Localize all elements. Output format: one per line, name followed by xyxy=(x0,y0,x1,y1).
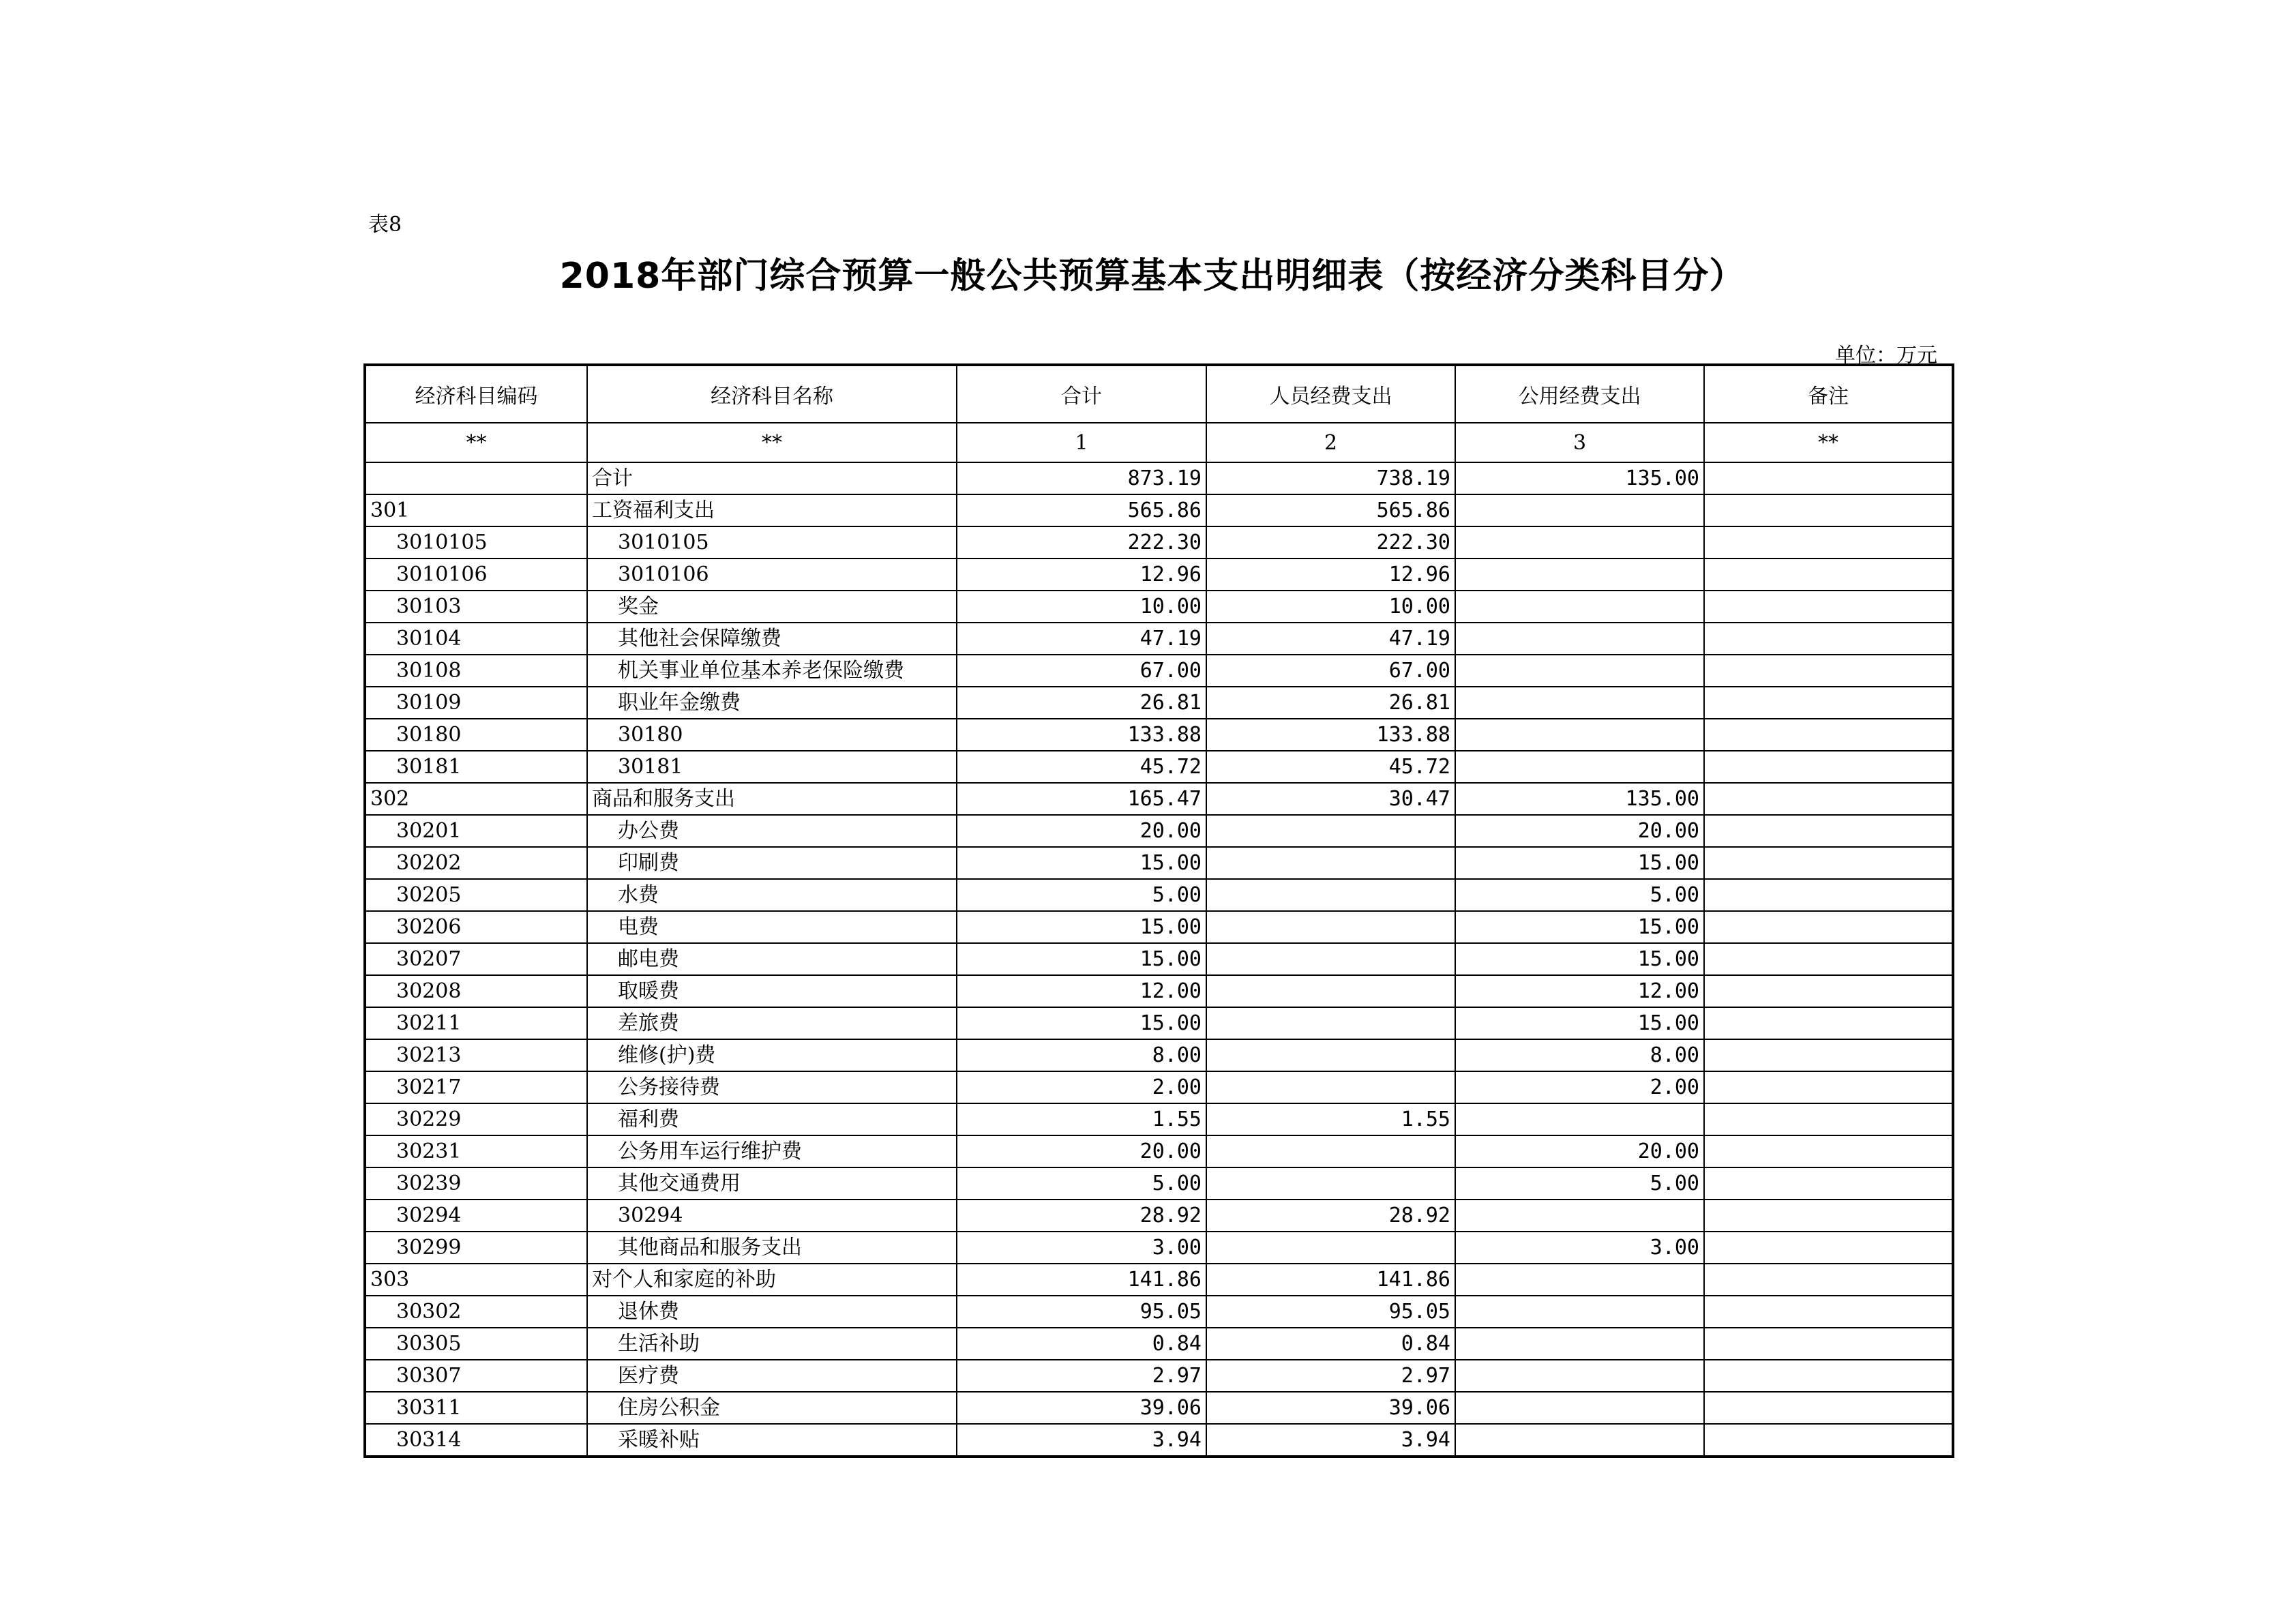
personnel-cell xyxy=(1206,911,1455,943)
note-cell xyxy=(1704,1264,1953,1296)
public-cell: 5.00 xyxy=(1455,879,1704,911)
code-cell: 303 xyxy=(365,1264,587,1296)
note-cell xyxy=(1704,911,1953,943)
table-row xyxy=(365,783,1953,815)
page-title: 2018年部门综合预算一般公共预算基本支出明细表（按经济分类科目分） xyxy=(559,256,1746,297)
code-cell: 30311 xyxy=(365,1392,587,1424)
total-cell: 26.81 xyxy=(957,687,1206,719)
note-cell xyxy=(1704,591,1953,623)
table-row xyxy=(365,847,1953,879)
note-cell xyxy=(1704,847,1953,879)
total-cell: 5.00 xyxy=(957,879,1206,911)
code-cell xyxy=(365,462,587,494)
table-row xyxy=(365,1392,1953,1424)
table-row xyxy=(365,1296,1953,1328)
table-row xyxy=(365,1167,1953,1200)
name-cell: 住房公积金 xyxy=(587,1392,957,1424)
table-row xyxy=(365,1007,1953,1039)
name-cell: 工资福利支出 xyxy=(587,494,957,526)
header-note: 备注 xyxy=(1704,365,1953,423)
code-cell: 30103 xyxy=(365,591,587,623)
public-cell xyxy=(1455,655,1704,687)
personnel-cell: 47.19 xyxy=(1206,623,1455,655)
index-cell: ** xyxy=(587,423,957,462)
personnel-cell: 141.86 xyxy=(1206,1264,1455,1296)
personnel-cell xyxy=(1206,1071,1455,1103)
name-cell: 印刷费 xyxy=(587,847,957,879)
note-cell xyxy=(1704,783,1953,815)
total-cell: 67.00 xyxy=(957,655,1206,687)
table-row xyxy=(365,815,1953,847)
name-cell: 退休费 xyxy=(587,1296,957,1328)
code-cell: 30205 xyxy=(365,879,587,911)
note-cell xyxy=(1704,1007,1953,1039)
personnel-cell: 12.96 xyxy=(1206,559,1455,591)
name-cell: 30294 xyxy=(587,1200,957,1232)
personnel-cell xyxy=(1206,879,1455,911)
header-total: 合计 xyxy=(957,365,1206,423)
total-cell: 95.05 xyxy=(957,1296,1206,1328)
name-cell: 生活补助 xyxy=(587,1328,957,1360)
table-row xyxy=(365,559,1953,591)
total-cell: 8.00 xyxy=(957,1039,1206,1071)
personnel-cell xyxy=(1206,1232,1455,1264)
table-row xyxy=(365,462,1953,494)
total-cell: 20.00 xyxy=(957,815,1206,847)
personnel-cell xyxy=(1206,1007,1455,1039)
code-cell: 30202 xyxy=(365,847,587,879)
table-row xyxy=(365,1039,1953,1071)
public-cell xyxy=(1455,559,1704,591)
note-cell xyxy=(1704,1039,1953,1071)
index-cell: 3 xyxy=(1455,423,1704,462)
public-cell xyxy=(1455,1360,1704,1392)
total-cell: 3.94 xyxy=(957,1424,1206,1457)
total-cell: 165.47 xyxy=(957,783,1206,815)
name-cell: 医疗费 xyxy=(587,1360,957,1392)
table-row xyxy=(365,1200,1953,1232)
public-cell: 20.00 xyxy=(1455,1135,1704,1167)
note-cell xyxy=(1704,975,1953,1007)
personnel-cell xyxy=(1206,847,1455,879)
total-cell: 12.96 xyxy=(957,559,1206,591)
public-cell xyxy=(1455,1103,1704,1135)
total-cell: 2.97 xyxy=(957,1360,1206,1392)
public-cell xyxy=(1455,1328,1704,1360)
personnel-cell: 1.55 xyxy=(1206,1103,1455,1135)
public-cell: 15.00 xyxy=(1455,943,1704,975)
total-cell: 873.19 xyxy=(957,462,1206,494)
total-cell: 28.92 xyxy=(957,1200,1206,1232)
public-cell: 12.00 xyxy=(1455,975,1704,1007)
note-cell xyxy=(1704,1296,1953,1328)
code-cell: 3010105 xyxy=(365,526,587,559)
total-cell: 133.88 xyxy=(957,719,1206,751)
total-cell: 10.00 xyxy=(957,591,1206,623)
table-row xyxy=(365,1135,1953,1167)
name-cell: 30180 xyxy=(587,719,957,751)
personnel-cell: 565.86 xyxy=(1206,494,1455,526)
public-cell: 8.00 xyxy=(1455,1039,1704,1071)
header-public: 公用经费支出 xyxy=(1455,365,1704,423)
note-cell xyxy=(1704,1392,1953,1424)
personnel-cell: 39.06 xyxy=(1206,1392,1455,1424)
table-row xyxy=(365,1103,1953,1135)
personnel-cell: 10.00 xyxy=(1206,591,1455,623)
public-cell xyxy=(1455,1264,1704,1296)
code-cell: 30181 xyxy=(365,751,587,783)
personnel-cell: 95.05 xyxy=(1206,1296,1455,1328)
note-cell xyxy=(1704,943,1953,975)
code-cell: 30239 xyxy=(365,1167,587,1200)
public-cell xyxy=(1455,526,1704,559)
personnel-cell: 0.84 xyxy=(1206,1328,1455,1360)
personnel-cell: 3.94 xyxy=(1206,1424,1455,1457)
note-cell xyxy=(1704,1424,1953,1457)
name-cell: 电费 xyxy=(587,911,957,943)
note-cell xyxy=(1704,879,1953,911)
code-cell: 30109 xyxy=(365,687,587,719)
table-row xyxy=(365,1424,1953,1457)
code-cell: 30104 xyxy=(365,623,587,655)
total-cell: 15.00 xyxy=(957,911,1206,943)
table-row xyxy=(365,751,1953,783)
total-cell: 39.06 xyxy=(957,1392,1206,1424)
code-cell: 30217 xyxy=(365,1071,587,1103)
code-cell: 30180 xyxy=(365,719,587,751)
code-cell: 30294 xyxy=(365,1200,587,1232)
note-cell xyxy=(1704,1200,1953,1232)
public-cell: 20.00 xyxy=(1455,815,1704,847)
public-cell xyxy=(1455,1200,1704,1232)
code-cell: 301 xyxy=(365,494,587,526)
total-cell: 3.00 xyxy=(957,1232,1206,1264)
table-number: 表8 xyxy=(368,213,402,237)
personnel-cell: 45.72 xyxy=(1206,751,1455,783)
header-code: 经济科目编码 xyxy=(365,365,587,423)
total-cell: 222.30 xyxy=(957,526,1206,559)
table-body xyxy=(365,462,1953,1457)
name-cell: 采暖补贴 xyxy=(587,1424,957,1457)
name-cell: 30181 xyxy=(587,751,957,783)
name-cell: 办公费 xyxy=(587,815,957,847)
public-cell xyxy=(1455,494,1704,526)
header-personnel: 人员经费支出 xyxy=(1206,365,1455,423)
personnel-cell xyxy=(1206,1039,1455,1071)
note-cell xyxy=(1704,559,1953,591)
table-row xyxy=(365,1328,1953,1360)
name-cell: 3010105 xyxy=(587,526,957,559)
index-row xyxy=(365,423,1953,462)
table-row xyxy=(365,494,1953,526)
index-cell: 2 xyxy=(1206,423,1455,462)
table-row xyxy=(365,1264,1953,1296)
unit-label: 单位：万元 xyxy=(1835,344,1937,368)
note-cell xyxy=(1704,494,1953,526)
name-cell: 公务用车运行维护费 xyxy=(587,1135,957,1167)
name-cell: 商品和服务支出 xyxy=(587,783,957,815)
name-cell: 维修(护)费 xyxy=(587,1039,957,1071)
personnel-cell: 133.88 xyxy=(1206,719,1455,751)
code-cell: 30208 xyxy=(365,975,587,1007)
table-row xyxy=(365,879,1953,911)
total-cell: 15.00 xyxy=(957,1007,1206,1039)
name-cell: 合计 xyxy=(587,462,957,494)
header-name: 经济科目名称 xyxy=(587,365,957,423)
table-row xyxy=(365,591,1953,623)
note-cell xyxy=(1704,623,1953,655)
code-cell: 30307 xyxy=(365,1360,587,1392)
name-cell: 福利费 xyxy=(587,1103,957,1135)
personnel-cell: 28.92 xyxy=(1206,1200,1455,1232)
code-cell: 30211 xyxy=(365,1007,587,1039)
public-cell: 3.00 xyxy=(1455,1232,1704,1264)
code-cell: 30314 xyxy=(365,1424,587,1457)
index-cell: ** xyxy=(1704,423,1953,462)
note-cell xyxy=(1704,462,1953,494)
note-cell xyxy=(1704,751,1953,783)
code-cell: 3010106 xyxy=(365,559,587,591)
personnel-cell xyxy=(1206,943,1455,975)
public-cell: 2.00 xyxy=(1455,1071,1704,1103)
public-cell: 5.00 xyxy=(1455,1167,1704,1200)
name-cell: 取暖费 xyxy=(587,975,957,1007)
code-cell: 30299 xyxy=(365,1232,587,1264)
name-cell: 机关事业单位基本养老保险缴费 xyxy=(587,655,957,687)
public-cell: 15.00 xyxy=(1455,1007,1704,1039)
code-cell: 30207 xyxy=(365,943,587,975)
index-cell: 1 xyxy=(957,423,1206,462)
total-cell: 565.86 xyxy=(957,494,1206,526)
personnel-cell: 738.19 xyxy=(1206,462,1455,494)
note-cell xyxy=(1704,815,1953,847)
table-row xyxy=(365,719,1953,751)
table-row xyxy=(365,975,1953,1007)
public-cell xyxy=(1455,687,1704,719)
public-cell xyxy=(1455,623,1704,655)
total-cell: 141.86 xyxy=(957,1264,1206,1296)
public-cell: 15.00 xyxy=(1455,847,1704,879)
note-cell xyxy=(1704,687,1953,719)
code-cell: 30229 xyxy=(365,1103,587,1135)
note-cell xyxy=(1704,1135,1953,1167)
code-cell: 30206 xyxy=(365,911,587,943)
public-cell: 15.00 xyxy=(1455,911,1704,943)
name-cell: 邮电费 xyxy=(587,943,957,975)
total-cell: 20.00 xyxy=(957,1135,1206,1167)
code-cell: 30201 xyxy=(365,815,587,847)
name-cell: 其他社会保障缴费 xyxy=(587,623,957,655)
note-cell xyxy=(1704,1328,1953,1360)
name-cell: 3010106 xyxy=(587,559,957,591)
name-cell: 职业年金缴费 xyxy=(587,687,957,719)
public-cell xyxy=(1455,1424,1704,1457)
personnel-cell xyxy=(1206,1135,1455,1167)
code-cell: 30213 xyxy=(365,1039,587,1071)
table-row xyxy=(365,943,1953,975)
table-row xyxy=(365,911,1953,943)
note-cell xyxy=(1704,526,1953,559)
total-cell: 5.00 xyxy=(957,1167,1206,1200)
note-cell xyxy=(1704,1103,1953,1135)
personnel-cell xyxy=(1206,975,1455,1007)
index-cell: ** xyxy=(365,423,587,462)
note-cell xyxy=(1704,719,1953,751)
name-cell: 对个人和家庭的补助 xyxy=(587,1264,957,1296)
note-cell xyxy=(1704,1232,1953,1264)
header-row xyxy=(365,365,1953,423)
total-cell: 1.55 xyxy=(957,1103,1206,1135)
public-cell: 135.00 xyxy=(1455,783,1704,815)
total-cell: 15.00 xyxy=(957,943,1206,975)
personnel-cell: 2.97 xyxy=(1206,1360,1455,1392)
table-row xyxy=(365,687,1953,719)
name-cell: 奖金 xyxy=(587,591,957,623)
name-cell: 水费 xyxy=(587,879,957,911)
code-cell: 30302 xyxy=(365,1296,587,1328)
personnel-cell xyxy=(1206,815,1455,847)
total-cell: 12.00 xyxy=(957,975,1206,1007)
note-cell xyxy=(1704,1360,1953,1392)
total-cell: 45.72 xyxy=(957,751,1206,783)
code-cell: 302 xyxy=(365,783,587,815)
name-cell: 差旅费 xyxy=(587,1007,957,1039)
public-cell xyxy=(1455,751,1704,783)
public-cell xyxy=(1455,719,1704,751)
table-row xyxy=(365,655,1953,687)
code-cell: 30108 xyxy=(365,655,587,687)
public-cell xyxy=(1455,1392,1704,1424)
note-cell xyxy=(1704,1167,1953,1200)
table-row xyxy=(365,1360,1953,1392)
personnel-cell xyxy=(1206,1167,1455,1200)
total-cell: 0.84 xyxy=(957,1328,1206,1360)
name-cell: 其他交通费用 xyxy=(587,1167,957,1200)
total-cell: 2.00 xyxy=(957,1071,1206,1103)
personnel-cell: 30.47 xyxy=(1206,783,1455,815)
total-cell: 15.00 xyxy=(957,847,1206,879)
public-cell: 135.00 xyxy=(1455,462,1704,494)
code-cell: 30231 xyxy=(365,1135,587,1167)
table-row xyxy=(365,1071,1953,1103)
personnel-cell: 67.00 xyxy=(1206,655,1455,687)
public-cell xyxy=(1455,1296,1704,1328)
personnel-cell: 222.30 xyxy=(1206,526,1455,559)
code-cell: 30305 xyxy=(365,1328,587,1360)
name-cell: 其他商品和服务支出 xyxy=(587,1232,957,1264)
public-cell xyxy=(1455,591,1704,623)
name-cell: 公务接待费 xyxy=(587,1071,957,1103)
table-row xyxy=(365,1232,1953,1264)
personnel-cell: 26.81 xyxy=(1206,687,1455,719)
table-row xyxy=(365,623,1953,655)
budget-table xyxy=(363,363,1954,1458)
note-cell xyxy=(1704,655,1953,687)
note-cell xyxy=(1704,1071,1953,1103)
table-row xyxy=(365,526,1953,559)
total-cell: 47.19 xyxy=(957,623,1206,655)
